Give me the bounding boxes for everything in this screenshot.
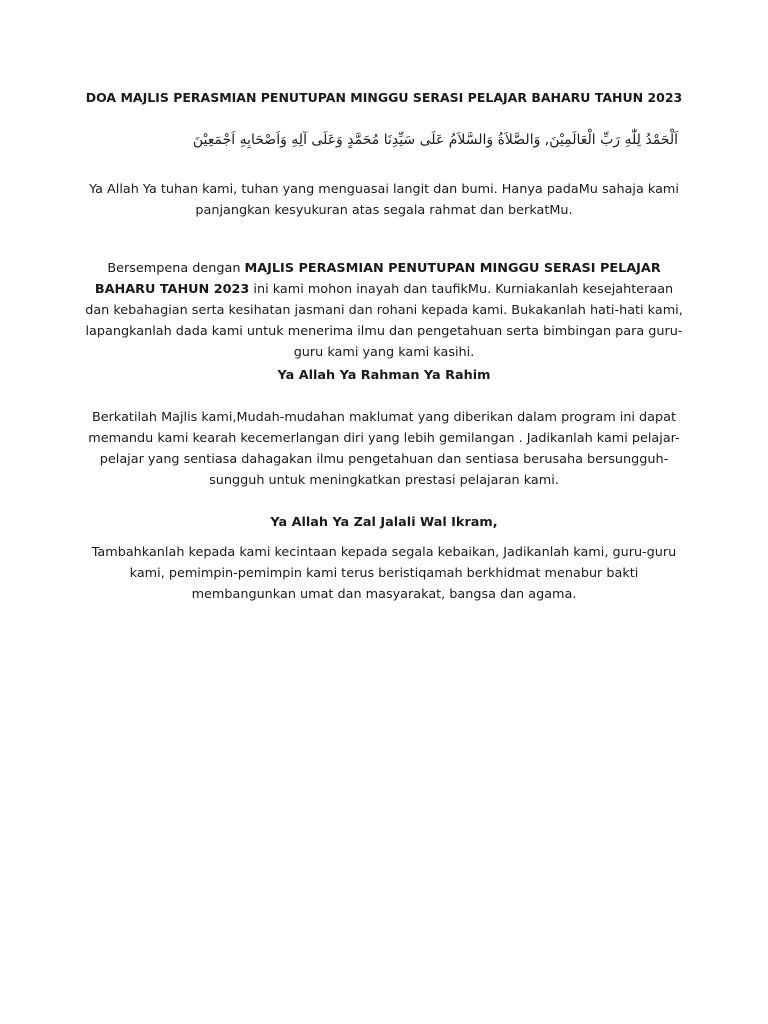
heading-zal-jalali: Ya Allah Ya Zal Jalali Wal Ikram, [270, 515, 498, 530]
paragraph-blessing: Berkatilah Majlis kami,Mudah-mudahan maklumat yang diberikan dalam program ini dapat memandu kami kearah kecemerlangan diri yang lebih gemilangan . Jadikanlah kami pelajar-pelajar yang sentiasa dahagakan ilmu pengetahuan dan sentiasa berusaha bersungguh-sungguh untuk meningkatkan prestasi pelajaran kami. [88, 410, 680, 488]
arabic-opening-text: اَلْحَمْدُ لِلّٰهِ رَبِّ الْعَالَمِيْنَ, وَالصَّلاَةُ وَالسَّلاَمُ عَلَى سَيِّدِنَا مُحَمَّدٍ وَعَلَى آلِهِ وَاَصْحَابِهِ اَجْمَعِيْنَ [192, 132, 678, 148]
paragraph-occasion [82, 258, 686, 363]
paragraph-occasion-suffix: ini kami mohon inayah dan taufikMu. Kurniakanlah kesejahteraan dan kebahagian serta kesihatan jasmani dan rohani kepada kami. Bukakanlah hati-hati kami, lapangkanlah dada kami untuk menerima ilmu dan pengetahuan serta bimbingan para guru-guru kami yang kami kasihi. [85, 282, 683, 360]
paragraph-closing: Tambahkanlah kepada kami kecintaan kepada segala kebaikan, Jadikanlah kami, guru-guru kami, pemimpin-pemimpin kami terus beristiqamah berkhidmat menabur bakti membangunkan umat dan masyarakat, bangsa dan agama. [91, 545, 677, 602]
paragraph-praise: Ya Allah Ya tuhan kami, tuhan yang menguasai langit dan bumi. Hanya padaMu sahaja kami panjangkan kesyukuran atas segala rahmat dan berkatMu. [89, 182, 679, 218]
paragraph-occasion-event-name: MAJLIS PERASMIAN PENUTUPAN MINGGU SERASI PELAJAR BAHARU TAHUN 2023 [94, 261, 661, 297]
heading-ya-rahman: Ya Allah Ya Rahman Ya Rahim [277, 368, 491, 383]
paragraph-occasion-prefix: Bersempena dengan [107, 261, 245, 276]
document-title: DOA MAJLIS PERASMIAN PENUTUPAN MINGGU SERASI PELAJAR BAHARU TAHUN 2023 [85, 90, 683, 105]
